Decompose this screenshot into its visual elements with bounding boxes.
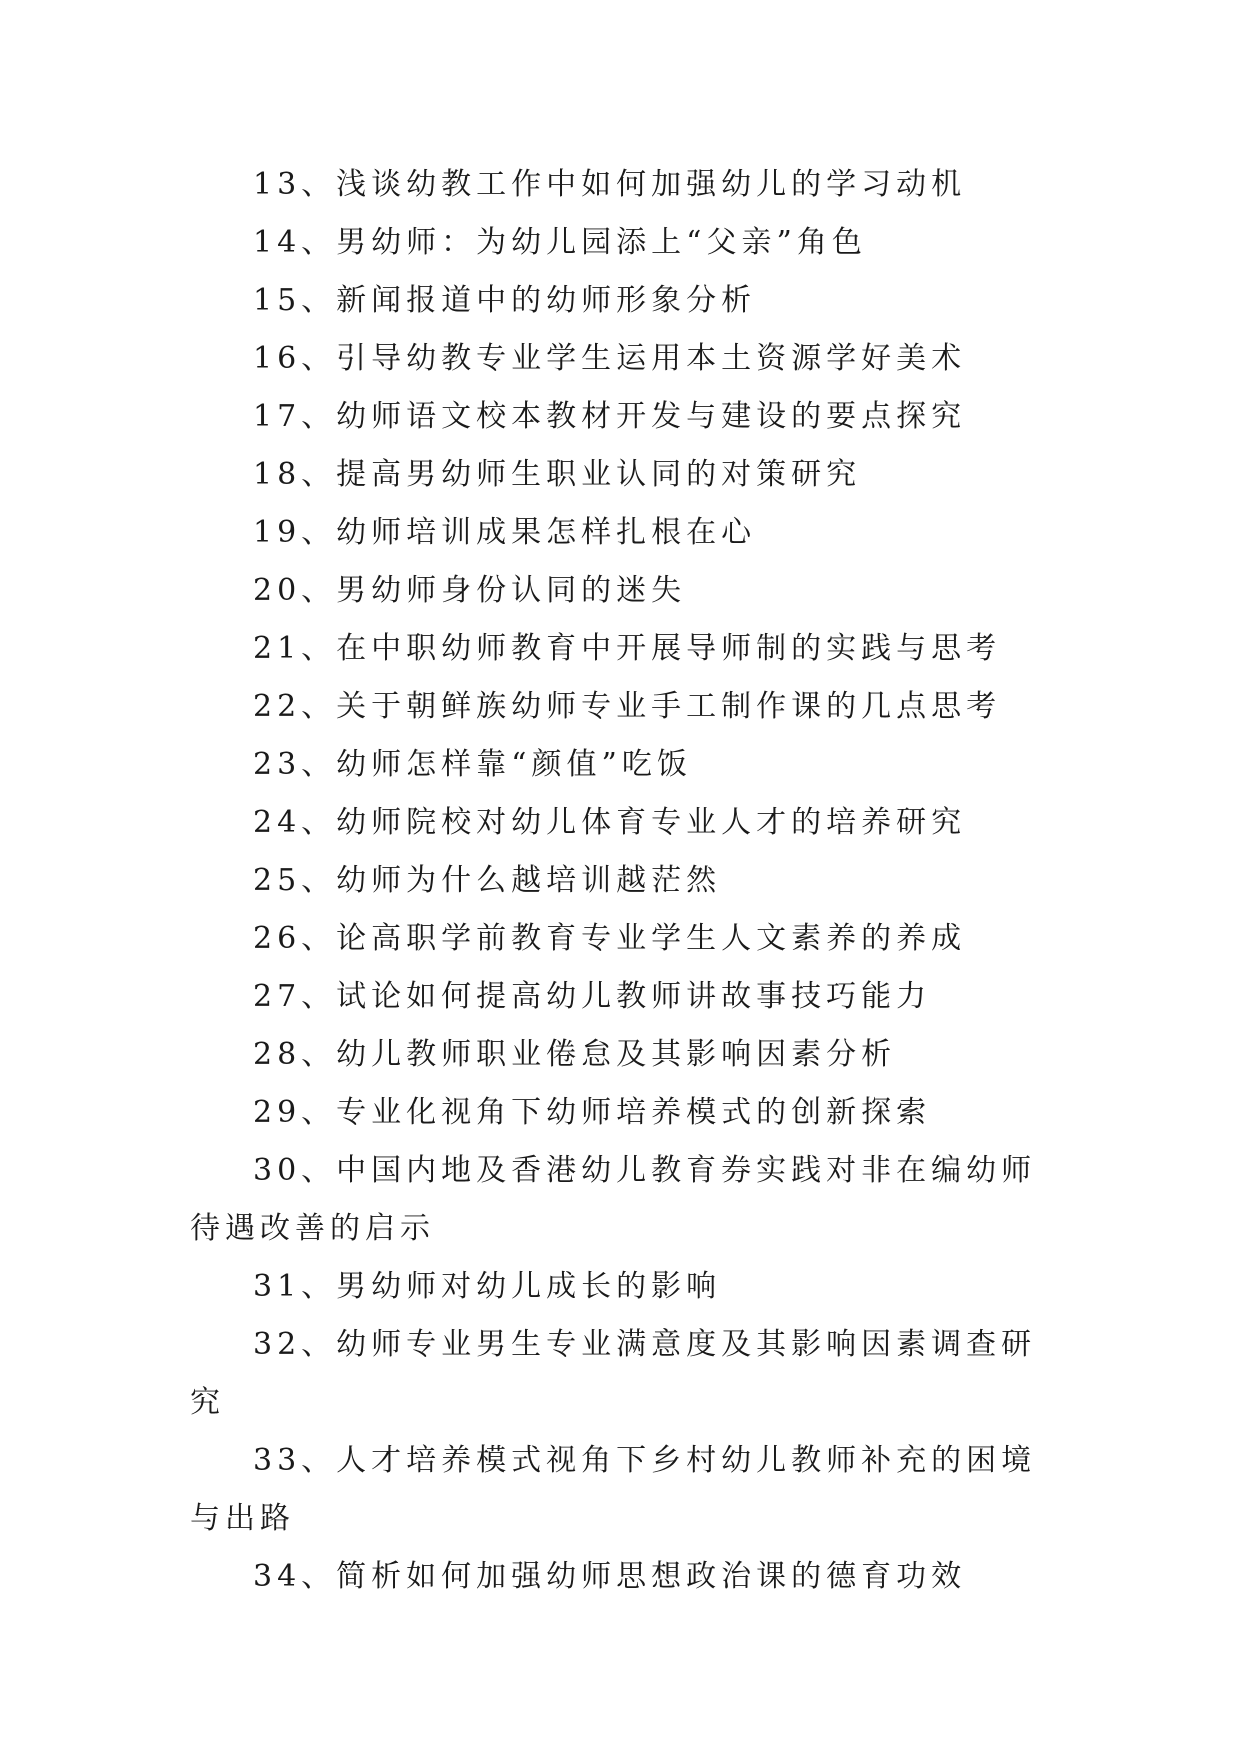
list-item: 13、浅谈幼教工作中如何加强幼儿的学习动机 bbox=[253, 167, 967, 202]
list-item: 22、关于朝鲜族幼师专业手工制作课的几点思考 bbox=[253, 689, 1002, 724]
list-item: 30、中国内地及香港幼儿教育券实践对非在编幼师待遇改善的启示 bbox=[190, 1153, 1037, 1246]
list-item: 19、幼师培训成果怎样扎根在心 bbox=[253, 515, 757, 550]
list-item: 24、幼师院校对幼儿体育专业人才的培养研究 bbox=[253, 805, 967, 840]
list-item: 28、幼儿教师职业倦怠及其影响因素分析 bbox=[253, 1037, 897, 1072]
list-item: 18、提高男幼师生职业认同的对策研究 bbox=[253, 457, 862, 492]
list-item: 17、幼师语文校本教材开发与建设的要点探究 bbox=[253, 399, 967, 434]
document-body bbox=[190, 156, 1058, 1606]
list-item: 32、幼师专业男生专业满意度及其影响因素调查研究 bbox=[190, 1327, 1037, 1420]
list-item: 20、男幼师身份认同的迷失 bbox=[253, 573, 687, 608]
list-item: 29、专业化视角下幼师培养模式的创新探索 bbox=[253, 1095, 932, 1130]
list-item: 16、引导幼教专业学生运用本土资源学好美术 bbox=[253, 341, 967, 376]
list-item: 33、人才培养模式视角下乡村幼儿教师补充的困境与出路 bbox=[190, 1443, 1037, 1536]
list-item: 14、男幼师：为幼儿园添上“父亲”角色 bbox=[253, 225, 867, 260]
list-item: 23、幼师怎样靠“颜值”吃饭 bbox=[253, 747, 692, 782]
list-item: 25、幼师为什么越培训越茫然 bbox=[253, 863, 722, 898]
list-item: 15、新闻报道中的幼师形象分析 bbox=[253, 283, 757, 318]
list-item: 27、试论如何提高幼儿教师讲故事技巧能力 bbox=[253, 979, 932, 1014]
list-item: 26、论高职学前教育专业学生人文素养的养成 bbox=[253, 921, 967, 956]
list-item: 34、简析如何加强幼师思想政治课的德育功效 bbox=[253, 1559, 967, 1594]
list-item: 21、在中职幼师教育中开展导师制的实践与思考 bbox=[253, 631, 1002, 666]
list-item: 31、男幼师对幼儿成长的影响 bbox=[253, 1269, 722, 1304]
